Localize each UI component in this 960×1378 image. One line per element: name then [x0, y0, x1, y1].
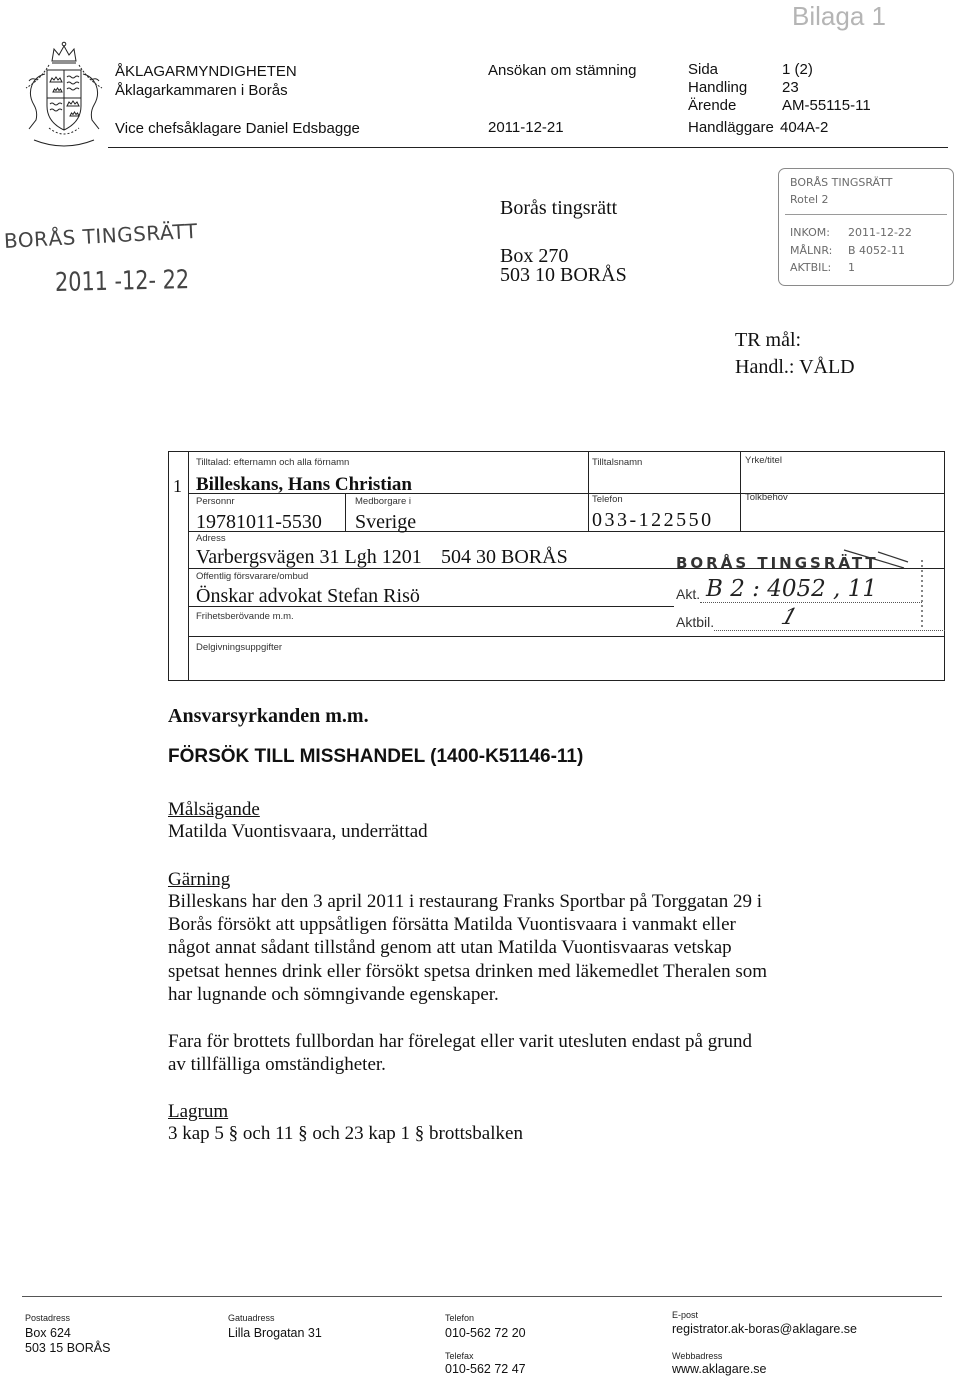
footer-phone-label: Telefon [445, 1313, 475, 1323]
footer-postal-line: 503 15 BORÅS [25, 1341, 111, 1355]
phone-label: Telefon [592, 494, 623, 505]
form-row-divider [188, 636, 944, 637]
occupation-label: Yrke/titel [745, 455, 782, 466]
addressee-box: Box 270 [500, 245, 569, 267]
register-stamp-label-malnr: MÅLNR: [790, 244, 833, 257]
meta-label-handlaggare: Handläggare [688, 119, 774, 136]
injured-party-text: Matilda Vuontisvaara, underrättad [168, 821, 428, 842]
register-stamp-label-inkom: INKOM: [790, 226, 830, 239]
received-stamp-date: 2011 -12- 22 [54, 265, 190, 298]
custody-label: Frihetsberövande m.m. [196, 611, 294, 622]
crest-icon [18, 40, 110, 150]
citizenship-label: Medborgare i [355, 496, 411, 507]
citizenship: Sverige [355, 511, 417, 533]
claims-heading: Ansvarsyrkanden m.m. [168, 705, 369, 727]
footer-street: Lilla Brogatan 31 [228, 1326, 322, 1340]
footer-fax: 010-562 72 47 [445, 1362, 526, 1376]
aktbil-dotted-line [714, 630, 945, 631]
meta-label-arende: Ärende [688, 97, 737, 114]
personal-number: 19781011-5530 [196, 511, 322, 533]
aktbil-handwritten-number: 1 [778, 605, 801, 630]
act-line: något annat sådant tillstånd genom att utan Matilda Vuontisvaaras vetskap [168, 937, 732, 958]
document-date: 2011-12-21 [488, 119, 564, 136]
akt-label: Akt. [676, 586, 701, 602]
akt-stamp-court: BORÅS TINGSRÄTT [676, 554, 879, 572]
akt-handwritten-number: B 2 : 4052 , 11 [706, 576, 877, 602]
defence-counsel: Önskar advokat Stefan Risö [196, 585, 420, 607]
register-stamp-label-aktbil: AKTBIL: [790, 261, 832, 274]
footer-web-label: Webbadress [672, 1351, 723, 1361]
footer-postal-label: Postadress [25, 1313, 71, 1323]
legal-basis-text: 3 kap 5 § och 11 § och 23 kap 1 § brottsbalken [168, 1123, 523, 1144]
received-stamp-court: BORÅS TINGSRÄTT [3, 218, 199, 253]
tr-case-label: TR mål: [735, 329, 802, 351]
header-divider [108, 147, 948, 148]
authority-name: ÅKLAGARMYNDIGHETEN [115, 63, 297, 80]
footer-web: www.aklagare.se [672, 1362, 767, 1376]
form-number-column-divider [188, 452, 189, 680]
register-stamp-division: Rotel 2 [790, 193, 829, 206]
footer-email-label: E-post [672, 1310, 699, 1320]
court-register-stamp [778, 168, 954, 286]
name-label: Tilltalad: efternamn och alla förnamn [196, 457, 350, 468]
footer-fax-label: Telefax [445, 1351, 474, 1361]
footer-street-label: Gatuadress [228, 1313, 275, 1323]
preferred-name-label: Tilltalsnamn [592, 457, 643, 468]
form-column-divider [740, 452, 741, 531]
register-stamp-value-malnr: B 4052-11 [848, 244, 906, 257]
handling-category-label: Handl.: [735, 356, 795, 378]
meta-label-sida: Sida [688, 61, 719, 78]
interpreter-label: Tolkbehov [745, 492, 788, 503]
address-postal: 504 30 BORÅS [441, 546, 568, 568]
meta-label-handling: Handling [688, 79, 748, 96]
register-stamp-divider [785, 214, 947, 215]
footer-email: registrator.ak-boras@aklagare.se [672, 1322, 857, 1336]
phone-number: 033-122550 [592, 509, 714, 531]
handling-category-value: VÅLD [799, 356, 855, 378]
addressee-postal: 503 10 BORÅS [500, 264, 627, 286]
danger-clause-line: Fara för brottets fullbordan har förelegat eller varit utesluten endast på grund [168, 1031, 753, 1052]
aktbil-label: Aktbil. [676, 614, 715, 630]
register-stamp-value-aktbil: 1 [848, 261, 855, 274]
akt-dotted-line [700, 602, 922, 603]
defendant-number: 1 [173, 476, 182, 496]
offence-title: FÖRSÖK TILL MISSHANDEL (1400-K51146-11) [168, 746, 584, 767]
defence-counsel-label: Offentlig försvarare/ombud [196, 571, 309, 582]
signatory: Vice chefsåklagare Daniel Edsbagge [115, 120, 360, 137]
form-column-divider [345, 493, 346, 531]
register-stamp-court: BORÅS TINGSRÄTT [790, 176, 893, 189]
footer-phone: 010-562 72 20 [445, 1326, 526, 1340]
register-stamp-value-inkom: 2011-12-22 [848, 226, 912, 239]
act-line: Billeskans har den 3 april 2011 i restaurang Franks Sportbar på Torggatan 29 i [168, 891, 763, 912]
footer-divider [22, 1296, 942, 1297]
personal-number-label: Personnr [196, 496, 235, 507]
danger-clause-line: av tillfälliga omständigheter. [168, 1054, 386, 1075]
service-label: Delgivningsuppgifter [196, 642, 283, 653]
addressee-name: Borås tingsrätt [500, 197, 618, 219]
defendant-name: Billeskans, Hans Christian [196, 474, 412, 495]
meta-value-sida: 1 (2) [782, 61, 813, 78]
act-line: har lugnande och sömngivande egenskaper. [168, 984, 499, 1005]
legal-basis-title: Lagrum [168, 1101, 229, 1122]
annex-label: Bilaga 1 [792, 1, 886, 31]
injured-party-title: Målsägande [168, 799, 260, 820]
form-column-divider [588, 452, 589, 531]
footer-postal-line: Box 624 [25, 1326, 71, 1340]
meta-value-handling: 23 [782, 79, 799, 96]
handling-category [735, 356, 855, 378]
document-type: Ansökan om stämning [488, 62, 637, 79]
office-name: Åklagarkammaren i Borås [115, 82, 288, 99]
act-line: Borås försökt att uppsåtligen försätta Matilda Vuontisvaara i vanmakt eller [168, 914, 736, 935]
meta-value-handlaggare: 404A-2 [780, 119, 829, 136]
address-label: Adress [196, 533, 226, 544]
act-title: Gärning [168, 869, 231, 890]
act-line: spetsat hennes drink eller försökt spetsa drinken med läkemedlet Theralen som [168, 961, 768, 982]
meta-value-arende: AM-55115-11 [782, 97, 871, 114]
address-street: Varbergsvägen 31 Lgh 1201 [196, 546, 422, 568]
